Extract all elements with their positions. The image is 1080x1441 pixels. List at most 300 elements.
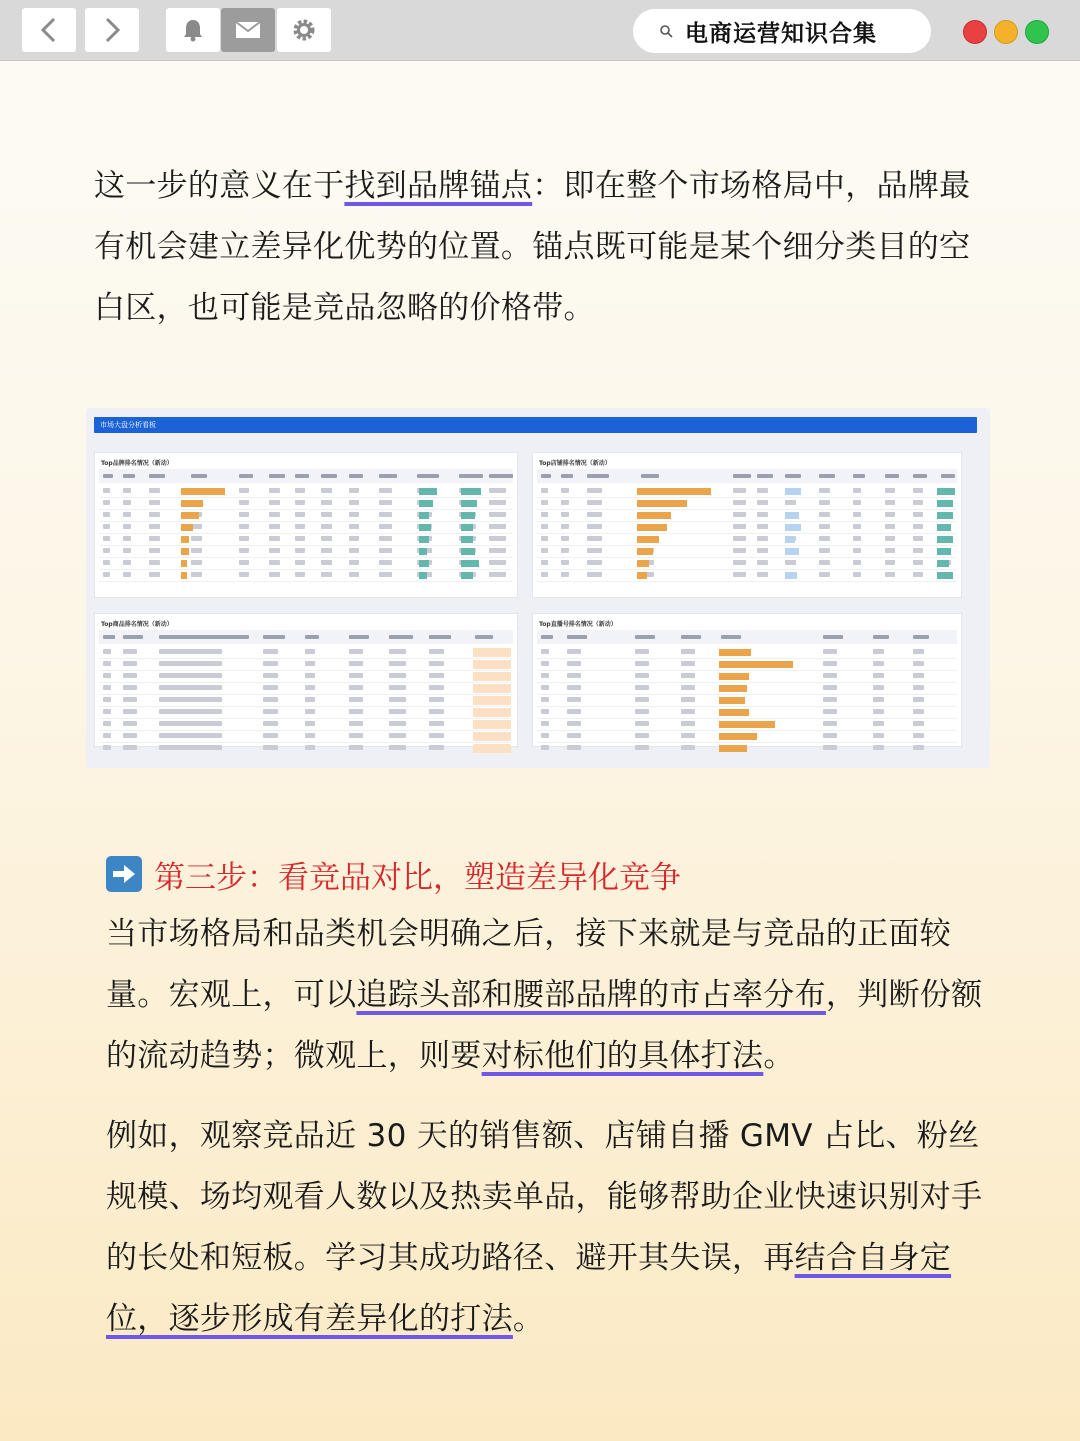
table-cell	[541, 536, 548, 541]
table-cell	[295, 488, 305, 493]
table-cell	[541, 661, 549, 666]
header-cell	[459, 474, 483, 478]
table-cell	[913, 649, 924, 654]
table-bar	[719, 745, 747, 752]
table-cell	[913, 721, 924, 726]
table-row	[537, 510, 957, 522]
table-cell	[567, 733, 581, 738]
table-row	[537, 647, 957, 659]
table-bar	[637, 512, 671, 519]
header-cell	[239, 474, 253, 478]
table-cell	[103, 733, 111, 738]
table-cell	[123, 685, 137, 690]
table-cell	[389, 745, 406, 750]
table-bar	[785, 524, 801, 531]
table-cell	[389, 649, 406, 654]
table-cell	[733, 500, 746, 505]
table-cell	[885, 524, 895, 529]
table-cell	[349, 673, 363, 678]
table-cell	[379, 572, 392, 577]
table-cell	[269, 500, 280, 505]
mail-icon	[235, 21, 261, 39]
table-cell	[103, 721, 111, 726]
table-cell	[587, 512, 602, 517]
search-title: 电商运营知识合集	[685, 20, 877, 47]
table-bar	[785, 572, 797, 579]
table-bar	[181, 512, 199, 519]
table-cell	[913, 572, 923, 577]
highlight-brand-anchor: 找到品牌锚点	[344, 168, 533, 204]
table-row	[537, 534, 957, 546]
header-cell	[349, 635, 369, 639]
table-cell	[269, 572, 280, 577]
table-cell	[757, 548, 768, 553]
header-cell	[885, 474, 899, 478]
table-bar	[937, 572, 953, 579]
dashboard-header: 市场大盘分析看板	[94, 417, 977, 433]
table-bar	[937, 524, 951, 531]
table-cell	[123, 745, 137, 750]
table-bar	[719, 721, 775, 728]
table-cell	[305, 745, 315, 750]
table-cell	[389, 721, 406, 726]
header-cell	[873, 635, 889, 639]
header-cell	[389, 635, 413, 639]
table-bar	[461, 548, 475, 555]
table-cell	[819, 500, 830, 505]
table-cell	[269, 560, 280, 565]
table-cell	[103, 500, 110, 505]
table-cell	[681, 673, 695, 678]
table-cell	[567, 721, 581, 726]
market-dashboard-image	[86, 408, 990, 768]
search-bar[interactable]	[633, 9, 931, 53]
table-cell	[853, 548, 861, 553]
table-cell	[635, 721, 649, 726]
table-cell	[429, 721, 444, 726]
table-cell	[913, 536, 923, 541]
table-cell	[823, 661, 837, 666]
table-cell	[873, 733, 884, 738]
table-cell	[561, 500, 569, 505]
table-bar	[473, 660, 511, 669]
table-row	[537, 522, 957, 534]
table-cell	[561, 524, 569, 529]
table-bar	[637, 500, 687, 507]
table-cell	[733, 512, 746, 517]
header-cell	[721, 635, 741, 639]
table-cell	[263, 733, 278, 738]
table-bar	[637, 536, 659, 543]
table-cell	[757, 572, 768, 577]
table-cell	[123, 733, 137, 738]
table-cell	[103, 512, 110, 517]
table-cell	[429, 733, 444, 738]
table-cell	[635, 685, 649, 690]
text-segment: 。	[512, 1301, 545, 1337]
table-bar	[419, 560, 429, 567]
table-cell	[823, 745, 837, 750]
table-cell	[269, 536, 280, 541]
table-cell	[149, 560, 160, 565]
table-cell	[389, 697, 406, 702]
table-cell	[159, 673, 222, 678]
header-cell	[757, 474, 773, 478]
table-cell	[489, 512, 506, 517]
table-row	[99, 743, 513, 755]
header-cell	[269, 474, 285, 478]
highlight-self-positioning: 结合自身定位，逐步形成有差异化的打法	[106, 1240, 952, 1337]
table-cell	[239, 572, 249, 577]
chevron-right-icon	[102, 17, 122, 43]
table-cell	[123, 673, 137, 678]
table-cell	[239, 500, 249, 505]
table-bar	[473, 720, 511, 729]
table-bar	[461, 500, 477, 507]
forward-button[interactable]	[85, 8, 139, 52]
table-cell	[873, 673, 884, 678]
text-segment: 。	[763, 1038, 795, 1074]
table-cell	[305, 733, 315, 738]
table-bar	[461, 560, 479, 567]
table-cell	[913, 709, 924, 714]
table-cell	[263, 697, 278, 702]
table-bar	[181, 536, 189, 543]
table-bar	[181, 572, 187, 579]
table-row	[99, 498, 513, 510]
table-cell	[681, 709, 695, 714]
table-bar	[637, 488, 711, 495]
table-cell	[159, 721, 222, 726]
table-bar	[937, 488, 955, 495]
panel-title: Top商品排名情况（新动）	[101, 621, 173, 628]
table-cell	[321, 500, 332, 505]
table-cell	[103, 488, 110, 493]
table-cell	[379, 512, 392, 517]
table-cell	[295, 524, 305, 529]
table-cell	[823, 697, 837, 702]
table-cell	[681, 685, 695, 690]
table-cell	[123, 572, 131, 577]
table-cell	[269, 488, 280, 493]
table-cell	[379, 488, 392, 493]
header-cell	[541, 635, 553, 639]
table-cell	[561, 536, 569, 541]
table-bar	[937, 500, 953, 507]
table-cell	[853, 488, 861, 493]
table-cell	[191, 572, 202, 577]
table-cell	[873, 709, 884, 714]
header-cell	[191, 474, 207, 478]
table-cell	[239, 560, 249, 565]
panel-title: Top直播号排名情况（新动）	[539, 621, 617, 628]
table-row	[537, 671, 957, 683]
table-bar	[937, 560, 949, 567]
table-bar	[637, 548, 653, 555]
table-bar	[473, 672, 511, 681]
mail-button[interactable]	[221, 8, 275, 52]
table-cell	[239, 548, 249, 553]
table-row	[99, 546, 513, 558]
text-segment: ，判断份额的流动趋势；微观上，则要	[106, 977, 983, 1074]
table-bar	[473, 648, 511, 657]
table-cell	[389, 673, 406, 678]
header-cell	[853, 474, 865, 478]
table-cell	[913, 548, 923, 553]
header-cell	[641, 474, 659, 478]
table-row	[537, 695, 957, 707]
table-cell	[349, 709, 363, 714]
table-row	[99, 695, 513, 707]
table-cell	[853, 512, 861, 517]
table-cell	[757, 500, 768, 505]
table-cell	[885, 500, 895, 505]
table-cell	[541, 500, 548, 505]
table-bar	[719, 649, 751, 656]
table-cell	[587, 548, 602, 553]
table-cell	[389, 709, 406, 714]
table-cell	[489, 548, 506, 553]
table-header	[99, 630, 513, 644]
header-cell	[321, 474, 337, 478]
settings-button[interactable]	[277, 8, 331, 52]
table-row	[537, 707, 957, 719]
text-segment: 例如，观察竞品近 30 天的销售额、店铺自播 GMV 占比、粉丝规模、场均观看人数以及热卖单品，能够帮助企业快速识别对手的长处和短板。学习其成功路径、避开其失误，再	[106, 1118, 983, 1276]
table-cell	[429, 661, 444, 666]
table-cell	[885, 488, 895, 493]
table-cell	[191, 536, 202, 541]
table-cell	[159, 745, 222, 750]
table-cell	[349, 512, 359, 517]
table-cell	[149, 524, 160, 529]
table-cell	[733, 524, 746, 529]
table-cell	[561, 560, 569, 565]
table-bar	[419, 488, 437, 495]
table-cell	[379, 524, 392, 529]
table-cell	[295, 548, 305, 553]
table-row	[99, 510, 513, 522]
table-row	[99, 558, 513, 570]
back-button[interactable]	[22, 8, 76, 52]
table-cell	[541, 721, 549, 726]
table-row	[537, 683, 957, 695]
header-cell	[941, 474, 955, 478]
table-cell	[149, 572, 160, 577]
table-cell	[295, 536, 305, 541]
browser-toolbar	[0, 0, 1080, 61]
table-bar	[419, 548, 427, 555]
table-cell	[885, 560, 895, 565]
header-cell	[913, 635, 929, 639]
header-cell	[587, 474, 609, 478]
table-bar	[461, 536, 473, 543]
table-cell	[429, 685, 444, 690]
table-cell	[305, 673, 315, 678]
table-cell	[567, 649, 581, 654]
table-cell	[885, 512, 895, 517]
highlight-market-share: 追踪头部和腰部品牌的市占率分布	[356, 977, 826, 1013]
table-cell	[489, 500, 506, 505]
table-cell	[853, 500, 861, 505]
table-cell	[123, 697, 137, 702]
table-bar	[473, 708, 511, 717]
header-cell	[305, 635, 319, 639]
table-cell	[587, 560, 602, 565]
table-bar	[419, 500, 433, 507]
header-cell	[149, 474, 165, 478]
table-row	[537, 731, 957, 743]
table-cell	[123, 500, 131, 505]
table-cell	[389, 661, 406, 666]
header-cell	[379, 474, 397, 478]
table-cell	[191, 548, 202, 553]
table-row	[537, 719, 957, 731]
table-bar	[181, 524, 193, 531]
table-cell	[541, 524, 548, 529]
table-cell	[349, 536, 359, 541]
table-cell	[263, 649, 278, 654]
table-cell	[567, 709, 581, 714]
table-cell	[305, 709, 315, 714]
table-bar	[785, 488, 801, 495]
table-bar	[419, 572, 427, 579]
table-cell	[757, 524, 768, 529]
table-cell	[123, 721, 137, 726]
table-cell	[541, 488, 548, 493]
table-cell	[757, 536, 768, 541]
table-cell	[159, 685, 222, 690]
header-cell	[429, 635, 451, 639]
table-cell	[123, 512, 131, 517]
text-segment: ：即在整个市场格局中，品牌最有机会建立差异化优势的位置。锚点既可能是某个细分类目的空白区，也可能是竞品忽略的价格带。	[94, 168, 971, 326]
text-segment: 当市场格局和品类机会明确之后，接下来就是与竞品的正面较量。宏观上，可以	[106, 916, 952, 1013]
table-cell	[885, 548, 895, 553]
table-cell	[587, 488, 602, 493]
table-bar	[637, 572, 647, 579]
paragraph-example	[106, 1106, 996, 1350]
table-cell	[321, 512, 332, 517]
table-cell	[489, 524, 506, 529]
panel-top-shops	[532, 452, 962, 598]
header-cell	[103, 635, 115, 639]
table-bar	[719, 661, 793, 668]
table-cell	[269, 548, 280, 553]
table-cell	[159, 709, 222, 714]
table-row	[537, 659, 957, 671]
table-bar	[937, 512, 953, 519]
table-cell	[823, 685, 837, 690]
header-cell	[489, 474, 513, 478]
table-cell	[379, 500, 392, 505]
table-row	[99, 719, 513, 731]
table-cell	[103, 709, 111, 714]
table-cell	[853, 524, 861, 529]
table-cell	[567, 697, 581, 702]
table-cell	[149, 536, 160, 541]
table-cell	[263, 673, 278, 678]
table-cell	[191, 560, 202, 565]
table-cell	[681, 733, 695, 738]
table-cell	[305, 697, 315, 702]
table-cell	[123, 649, 137, 654]
table-row	[99, 671, 513, 683]
table-cell	[823, 733, 837, 738]
table-cell	[913, 560, 923, 565]
table-row	[537, 558, 957, 570]
table-bar	[461, 488, 481, 495]
table-cell	[733, 572, 746, 577]
table-cell	[295, 500, 305, 505]
header-cell	[733, 474, 751, 478]
notifications-button[interactable]	[166, 8, 220, 52]
table-cell	[913, 512, 923, 517]
table-cell	[541, 685, 549, 690]
table-cell	[263, 721, 278, 726]
table-cell	[733, 548, 746, 553]
window-close-dot[interactable]	[963, 20, 987, 44]
table-cell	[873, 745, 884, 750]
table-bar	[181, 560, 187, 567]
table-cell	[263, 709, 278, 714]
table-cell	[123, 560, 131, 565]
header-cell	[475, 635, 493, 639]
window-maximize-dot[interactable]	[1025, 20, 1049, 44]
table-cell	[561, 512, 569, 517]
table-row	[537, 546, 957, 558]
table-cell	[635, 745, 649, 750]
table-row	[537, 743, 957, 755]
window-minimize-dot[interactable]	[994, 20, 1018, 44]
table-cell	[263, 745, 278, 750]
header-cell	[123, 635, 143, 639]
table-cell	[239, 524, 249, 529]
table-bar	[473, 744, 511, 753]
table-cell	[321, 536, 332, 541]
right-arrow-icon	[106, 856, 142, 892]
table-cell	[489, 572, 506, 577]
table-cell	[733, 536, 746, 541]
table-cell	[567, 685, 581, 690]
table-cell	[305, 661, 315, 666]
table-cell	[635, 673, 649, 678]
table-cell	[103, 649, 111, 654]
table-cell	[349, 572, 359, 577]
table-cell	[123, 548, 131, 553]
header-cell	[823, 635, 843, 639]
table-cell	[429, 697, 444, 702]
header-cell	[417, 474, 439, 478]
table-row	[99, 486, 513, 498]
table-cell	[873, 649, 884, 654]
table-cell	[321, 572, 332, 577]
table-cell	[635, 697, 649, 702]
table-cell	[823, 649, 837, 654]
table-cell	[305, 721, 315, 726]
table-cell	[349, 500, 359, 505]
table-bar	[419, 512, 429, 519]
table-cell	[681, 745, 695, 750]
table-cell	[159, 661, 222, 666]
table-row	[99, 683, 513, 695]
table-cell	[873, 661, 884, 666]
table-cell	[159, 733, 222, 738]
table-cell	[379, 548, 392, 553]
table-cell	[123, 709, 137, 714]
table-cell	[429, 649, 444, 654]
table-bar	[419, 536, 429, 543]
table-cell	[123, 524, 131, 529]
table-cell	[239, 512, 249, 517]
